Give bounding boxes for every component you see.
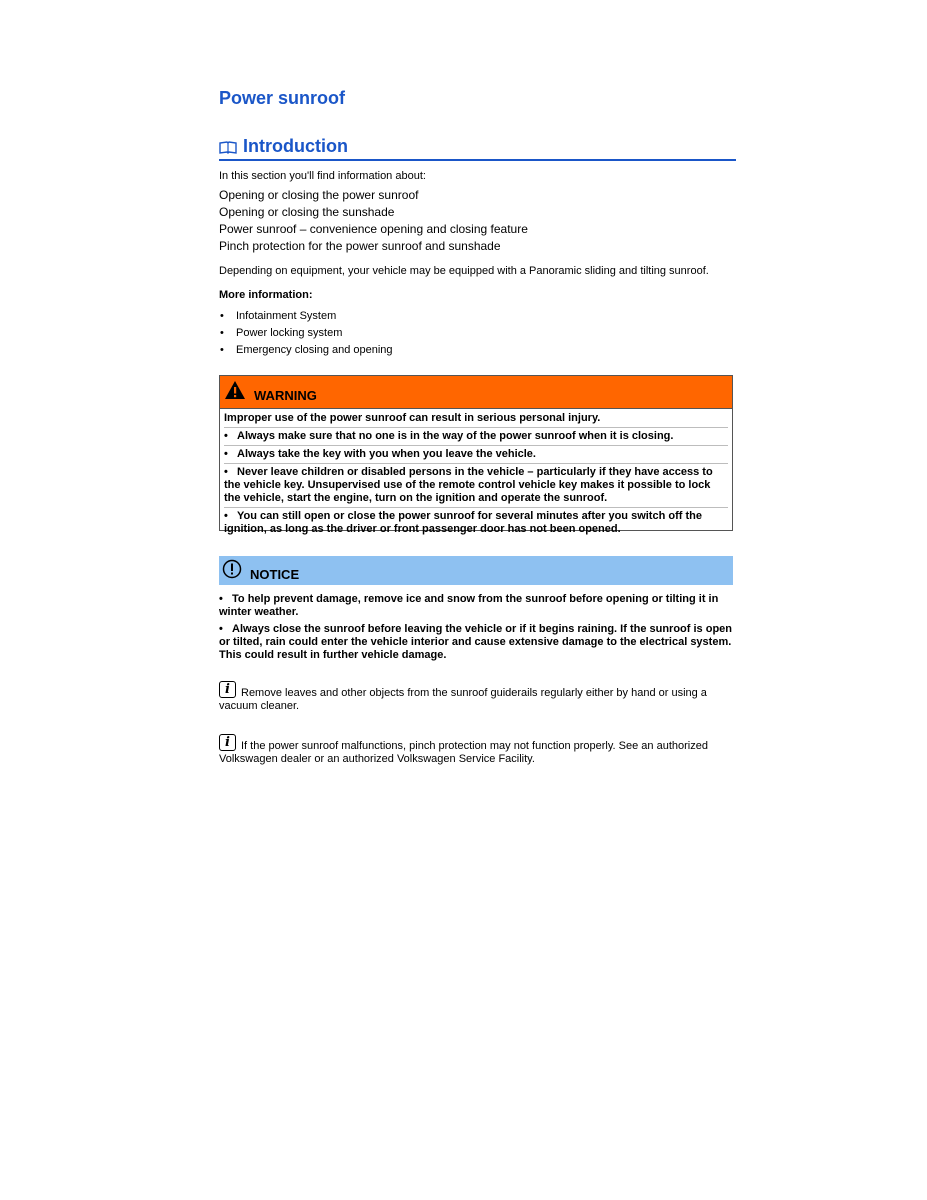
tip-note: iRemove leaves and other objects from the sunroof guiderails regularly either by hand or using a vacuum cleaner. <box>219 681 735 713</box>
warning-triangle-icon <box>224 380 246 400</box>
warning-item: • Always make sure that no one is in the way of the power sunroof when it is closing. <box>224 428 728 446</box>
tip-note: iIf the power sunroof malfunctions, pinch protection may not function properly. See an authorized Volkswagen dealer or an authorized Volkswagen Service Facility. <box>219 734 735 766</box>
info-icon <box>219 681 236 698</box>
warning-body <box>220 409 732 538</box>
notice-item: • Always close the sunroof before leaving the vehicle or if it begins raining. If the sunroof is open or tilted, rain could enter the vehicle interior and cause extensive damage to the electrical system. This could result in further vehicle damage. <box>219 623 733 661</box>
list-item[interactable]: • Infotainment System <box>219 308 393 325</box>
notice-header <box>219 556 733 585</box>
section-heading <box>219 136 736 161</box>
warning-label: WARNING <box>254 388 317 403</box>
list-item: Opening or closing the power sunroof <box>219 188 419 202</box>
page-title: Power sunroof <box>219 88 346 108</box>
notice-label: NOTICE <box>250 567 300 582</box>
section-title: Introduction <box>243 136 348 156</box>
warning-box <box>219 375 733 535</box>
notice-body <box>219 593 733 666</box>
list-item[interactable]: • Power locking system <box>219 325 393 342</box>
warning-header <box>220 376 732 409</box>
intro-lead: In this section you'll find information about: <box>219 170 426 182</box>
more-info-list <box>219 308 393 359</box>
list-item: Opening or closing the sunshade <box>219 205 395 219</box>
equipment-note: Depending on equipment, your vehicle may be equipped with a Panoramic sliding and tilting sunroof. <box>219 265 709 277</box>
topic-list <box>219 187 528 255</box>
warning-item: • Always take the key with you when you leave the vehicle. <box>224 446 728 464</box>
warning-lead: Improper use of the power sunroof can result in serious personal injury. <box>224 410 728 428</box>
book-icon <box>219 141 237 154</box>
warning-item: • Never leave children or disabled persons in the vehicle – particularly if they have access to the vehicle key. Unsupervised use of the remote control vehicle key makes it possible to lock the vehicle, start the engine, turn on the ignition and operate the sunroof. <box>224 464 728 508</box>
list-item: Power sunroof – convenience opening and closing feature <box>219 222 528 236</box>
warning-item: • You can still open or close the power sunroof for several minutes after you switch off the ignition, as long as the driver or front passenger door has not been opened. <box>224 510 702 535</box>
exclamation-circle-icon <box>222 559 242 579</box>
info-icon <box>219 734 236 751</box>
list-item[interactable]: • Emergency closing and opening <box>219 342 393 359</box>
list-item: Pinch protection for the power sunroof and sunshade <box>219 239 501 253</box>
more-info-heading: More information: <box>219 289 313 301</box>
notice-item: • To help prevent damage, remove ice and snow from the sunroof before opening or tilting it in winter weather. <box>219 593 719 618</box>
